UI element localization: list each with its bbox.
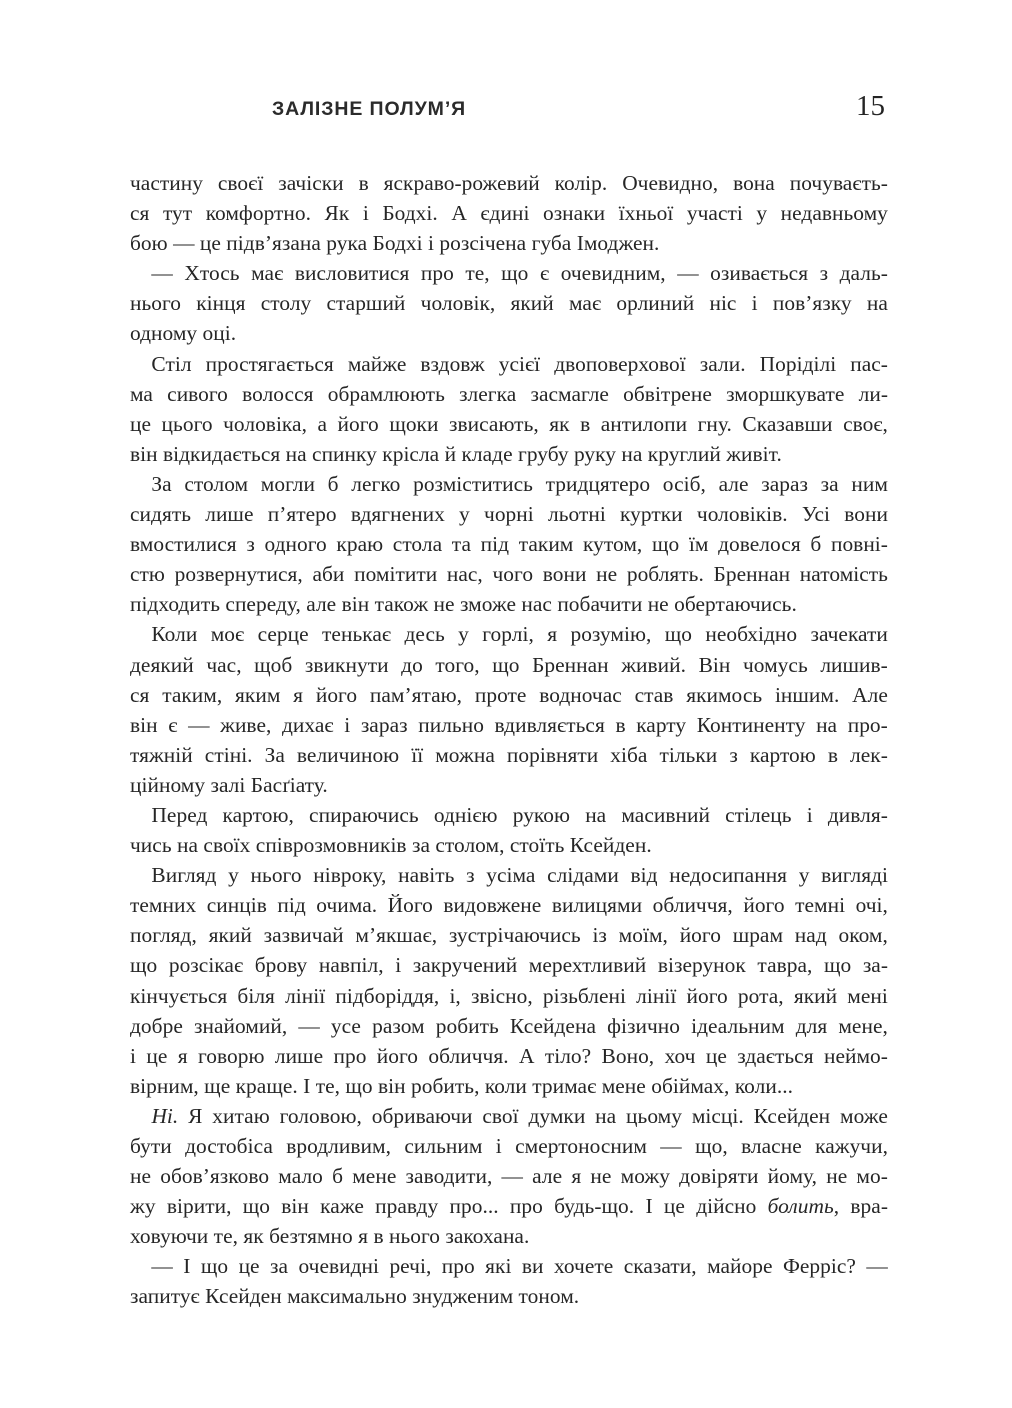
text-line: погляд, який зазвичай м’якшає, зустрічаючись із моїм, його шрам над оком, [130, 923, 888, 948]
text-line: сидять лише п’ятеро вдягнених у чорні льотні куртки чоловіків. Усі вони [130, 502, 888, 527]
body-text [130, 168, 888, 1312]
text-line: що розсікає брову навпіл, і закручений мерехтливий візерунок тавра, що за- [130, 953, 888, 978]
text-line: добре знайомий, — усе разом робить Ксейдена фізично ідеальним для мене, [130, 1013, 888, 1038]
text-line: стю розвернутися, аби помітити нас, чого вони не роблять. Бреннан натомість [130, 562, 888, 587]
emphasis: болить [767, 1194, 834, 1219]
text-line: Коли моє серце тенькає десь у горлі, я розумію, що необхідно зачекати [130, 622, 888, 647]
text-line: ся тут комфортно. Як і Бодхі. А єдині ознаки їхньої участі у недавньому [130, 201, 888, 226]
text-line: За столом могли б легко розміститись тридцятеро осіб, але зараз за ним [130, 471, 888, 496]
running-head-title: ЗАЛІЗНЕ ПОЛУМ’Я [272, 98, 467, 120]
text-line: деякий час, щоб звикнути до того, що Бреннан живий. Він чомусь лишив- [130, 652, 888, 677]
text-line: — І що це за очевидні речі, про які ви хочете сказати, майоре Ферріс? — [130, 1254, 888, 1279]
text-line: Перед картою, спираючись однією рукою на масивний стілець і дивля- [130, 802, 888, 827]
text-line: ційному залі Басґіату. [130, 772, 328, 797]
text-line: жу вірити, що він каже правду про... про будь-що. І це дійсно болить, вра- [130, 1194, 888, 1219]
text-line: Стіл простягається майже вздовж усієї двоповерхової зали. Поріділі пас- [130, 351, 888, 376]
text-line: одному оці. [130, 321, 237, 346]
text-line: не обов’язково мало б мене заводити, — але я не можу довіряти йому, не мо- [130, 1164, 888, 1189]
text-line: частину своєї зачіски в яскраво-рожевий колір. Очевидно, вона почуваєть- [130, 171, 888, 195]
text-line: він є — живе, дихає і зараз пильно вдивляється в карту Континенту на про- [130, 712, 888, 737]
text-line: Ні. Я хитаю головою, обриваючи свої думки на цьому місці. Ксейден може [151, 1103, 888, 1128]
text-line: ся таким, яким я його пам’ятаю, проте водночас став якимось іншим. Але [130, 682, 888, 707]
emphasis: Ні. [151, 1103, 179, 1128]
text-line: тяжній стіні. За величиною її можна порівняти хіба тільки з картою в лек- [130, 742, 888, 767]
text-line: Вигляд у нього нівроку, навіть з усіма слідами від недосипання у вигляді [130, 863, 888, 888]
running-head [130, 92, 885, 126]
text-line: і це я говорю лише про його обличчя. А тіло? Воно, хоч це здається неймо- [130, 1043, 888, 1068]
text-line: кінчується біля лінії підборіддя, і, звісно, різьблені лінії його рота, який мені [130, 983, 888, 1008]
text-line: вірним, ще краще. І те, що він робить, коли тримає мене обіймах, коли... [130, 1073, 793, 1098]
text-line: бути достобіса вродливим, сильним і смертоносним — що, власне кажучи, [130, 1134, 888, 1158]
text-line: ма сивого волосся обрамлюють злегка засмагле обвітрене зморшкувате ли- [130, 381, 888, 406]
text-line: ховуючи те, як безтямно я в нього закохана. [130, 1224, 530, 1249]
text-line: темних синців під очима. Його видовжене вилицями обличчя, його темні очі, [130, 893, 888, 918]
text-line: — Хтось має висловитися про те, що є очевидним, — озивається з даль- [130, 261, 888, 286]
text-line: вмостилися з одного краю стола та під таким кутом, що їм довелося б повні- [130, 532, 888, 557]
page-number: 15 [856, 90, 885, 122]
text-line: запитує Ксейден максимально знудженим тоном. [130, 1284, 580, 1309]
text-line: нього кінця столу старший чоловік, який має орлиний ніс і пов’язку на [130, 291, 888, 316]
text-line: чись на своїх співрозмовників за столом, стоїть Ксейден. [130, 833, 652, 858]
text-line: це цього чоловіка, а його щоки звисають, як в антилопи гну. Сказавши своє, [130, 411, 888, 436]
text-line: бою — це підв’язана рука Бодхі і розсічена губа Імоджен. [130, 231, 660, 256]
text-line: він відкидається на спинку крісла й кладе грубу руку на круглий живіт. [130, 441, 782, 466]
text-line: підходить спереду, але він також не зможе нас побачити не обертаючись. [130, 592, 797, 617]
